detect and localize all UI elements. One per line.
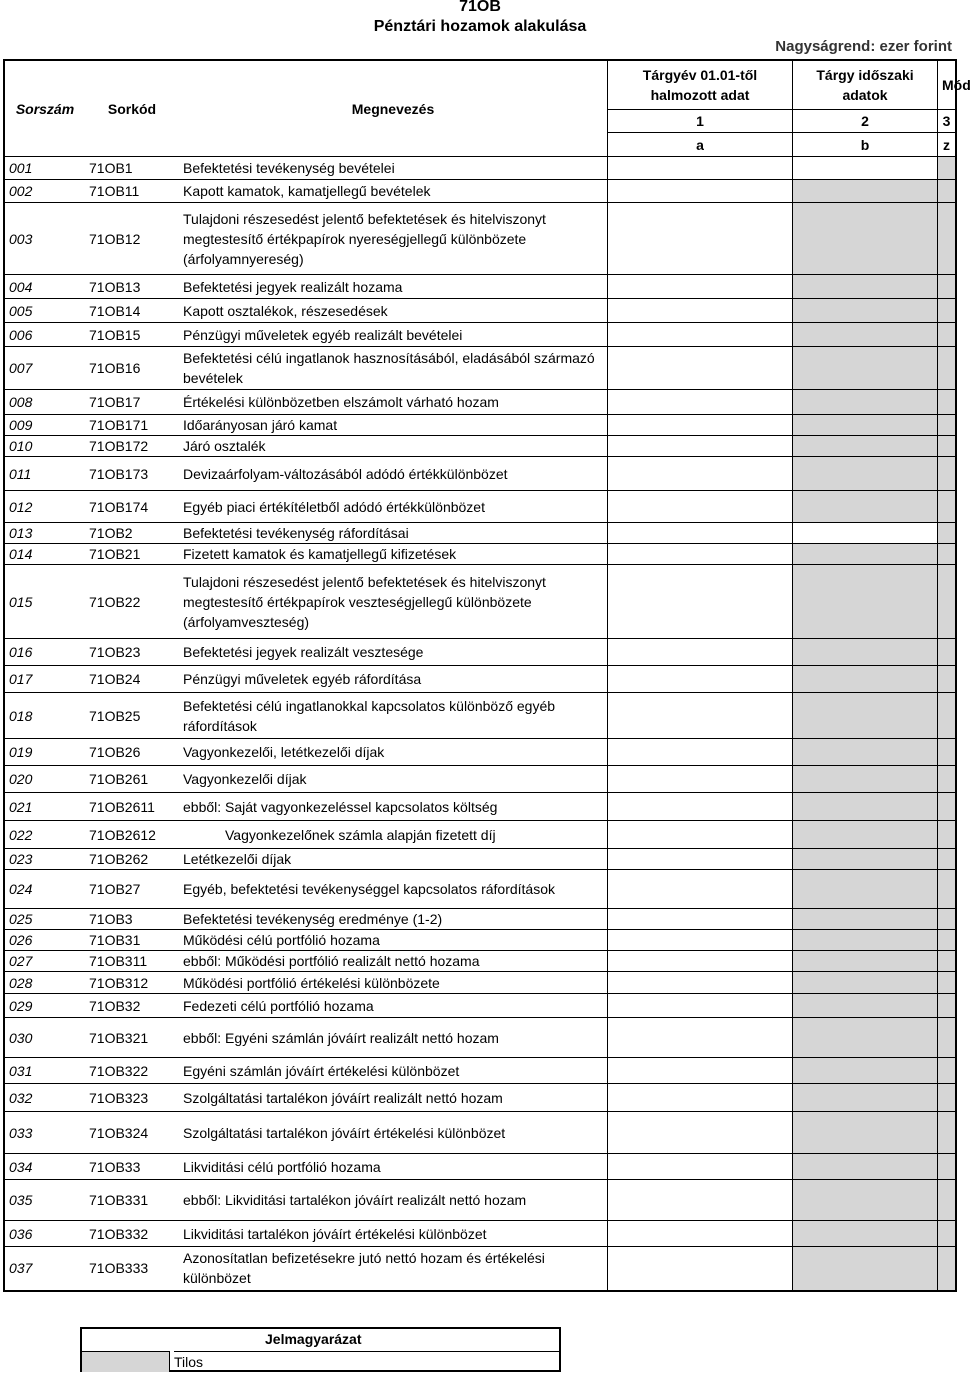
row-name: Befektetési tevékenység eredménye (1-2) (179, 909, 608, 930)
row-value-b[interactable] (793, 457, 938, 491)
row-sorszam: 018 (4, 693, 85, 739)
row-value-b[interactable] (793, 972, 938, 994)
row-value-b[interactable] (793, 1154, 938, 1180)
row-value-b[interactable] (793, 415, 938, 436)
row-sorszam: 017 (4, 666, 85, 693)
row-value-b[interactable] (793, 299, 938, 323)
row-value-z[interactable] (938, 666, 957, 693)
row-sorkod: 71OB2612 (85, 821, 179, 849)
row-value-a[interactable] (608, 739, 793, 766)
row-sorkod: 71OB172 (85, 436, 179, 457)
table-row (4, 793, 956, 821)
row-value-z[interactable] (938, 766, 957, 793)
data-table (3, 59, 971, 1292)
row-value-a[interactable] (608, 870, 793, 909)
row-sorkod: 71OB261 (85, 766, 179, 793)
row-value-b[interactable] (793, 849, 938, 870)
row-sorszam: 011 (4, 457, 85, 491)
row-value-b[interactable] (793, 909, 938, 930)
row-value-a[interactable] (608, 436, 793, 457)
col-number-a: 1 (608, 110, 793, 133)
row-value-a[interactable] (608, 766, 793, 793)
row-sorszam: 019 (4, 739, 85, 766)
row-value-z[interactable] (938, 1018, 957, 1058)
row-name: Kapott osztalékok, részesedések (179, 299, 608, 323)
row-value-b[interactable] (793, 323, 938, 347)
row-sorszam: 020 (4, 766, 85, 793)
row-value-z[interactable] (938, 994, 957, 1018)
row-sorkod: 71OB12 (85, 203, 179, 275)
row-name: Működési portfólió értékelési különbözete (179, 972, 608, 994)
table-row (4, 1058, 956, 1084)
row-value-a[interactable] (608, 1154, 793, 1180)
row-name: Szolgáltatási tartalékon jóváírt realizált nettó hozam (179, 1084, 608, 1112)
row-value-a[interactable] (608, 565, 793, 639)
table-row (4, 1180, 956, 1221)
row-sorszam: 015 (4, 565, 85, 639)
table-row (4, 1084, 956, 1112)
row-value-a[interactable] (608, 544, 793, 565)
table-row (4, 1221, 956, 1247)
row-value-z[interactable] (938, 523, 957, 544)
table-row (4, 323, 956, 347)
col-header-megnevezes: Megnevezés (179, 60, 608, 157)
row-sorkod: 71OB16 (85, 347, 179, 390)
row-sorszam: 032 (4, 1084, 85, 1112)
row-value-a[interactable] (608, 994, 793, 1018)
legend (80, 1327, 561, 1372)
table-row (4, 544, 956, 565)
row-value-z[interactable] (938, 323, 957, 347)
row-name: Egyéb, befektetési tevékenységgel kapcsolatos ráfordítások (179, 870, 608, 909)
table-row (4, 639, 956, 666)
col-header-a: Tárgyév 01.01-től halmozott adat (608, 60, 793, 110)
col-number-z: 3 (938, 110, 957, 133)
row-name: ebből: Likviditási tartalékon jóváírt realizált nettó hozam (179, 1180, 608, 1221)
table-row (4, 821, 956, 849)
row-value-a[interactable] (608, 666, 793, 693)
row-sorszam: 010 (4, 436, 85, 457)
row-value-a[interactable] (608, 180, 793, 203)
row-sorkod: 71OB324 (85, 1112, 179, 1154)
table-row (4, 275, 956, 299)
table-row (4, 951, 956, 972)
row-value-b[interactable] (793, 157, 938, 180)
row-sorszam: 026 (4, 930, 85, 951)
col-header-z: Mód (938, 60, 957, 110)
col-letter-b: b (793, 133, 938, 157)
row-sorkod: 71OB27 (85, 870, 179, 909)
row-value-a[interactable] (608, 491, 793, 523)
table-row (4, 436, 956, 457)
row-value-z[interactable] (938, 544, 957, 565)
row-value-b[interactable] (793, 436, 938, 457)
row-value-a[interactable] (608, 347, 793, 390)
table-row (4, 203, 956, 275)
row-value-a[interactable] (608, 693, 793, 739)
row-value-z[interactable] (938, 1247, 957, 1291)
row-value-b[interactable] (793, 639, 938, 666)
row-sorkod: 71OB1 (85, 157, 179, 180)
row-value-z[interactable] (938, 390, 957, 415)
row-value-b[interactable] (793, 951, 938, 972)
row-sorkod: 71OB31 (85, 930, 179, 951)
row-value-z[interactable] (938, 275, 957, 299)
row-value-z[interactable] (938, 1058, 957, 1084)
row-value-b[interactable] (793, 666, 938, 693)
row-sorszam: 001 (4, 157, 85, 180)
row-name: Befektetési célú ingatlanokkal kapcsolatos különböző egyéb ráfordítások (179, 693, 608, 739)
row-value-b[interactable] (793, 821, 938, 849)
table-row (4, 415, 956, 436)
row-value-z[interactable] (938, 1180, 957, 1221)
table-row (4, 1154, 956, 1180)
row-sorszam: 009 (4, 415, 85, 436)
row-name: Tulajdoni részesedést jelentő befektetések és hitelviszonyt megtestesítő értékpapírok nyereségjellegű különbözete (árfolyamnyereség) (179, 203, 608, 275)
row-sorkod: 71OB2611 (85, 793, 179, 821)
row-value-a[interactable] (608, 1180, 793, 1221)
row-value-z[interactable] (938, 693, 957, 739)
row-name: Értékelési különbözetben elszámolt várható hozam (179, 390, 608, 415)
row-value-z[interactable] (938, 739, 957, 766)
row-name: Letétkezelői díjak (179, 849, 608, 870)
row-value-a[interactable] (608, 203, 793, 275)
row-sorszam: 003 (4, 203, 85, 275)
row-value-a[interactable] (608, 1247, 793, 1291)
row-value-a[interactable] (608, 323, 793, 347)
unit-label: Nagyságrend: ezer forint (775, 38, 952, 55)
row-value-b[interactable] (793, 1247, 938, 1291)
row-sorszam: 004 (4, 275, 85, 299)
row-sorszam: 023 (4, 849, 85, 870)
row-value-a[interactable] (608, 1018, 793, 1058)
row-sorszam: 030 (4, 1018, 85, 1058)
row-value-z[interactable] (938, 436, 957, 457)
row-sorkod: 71OB13 (85, 275, 179, 299)
table-row (4, 1018, 956, 1058)
row-value-a[interactable] (608, 909, 793, 930)
row-value-b[interactable] (793, 275, 938, 299)
table-row (4, 157, 956, 180)
table-row (4, 766, 956, 793)
table-row (4, 994, 956, 1018)
row-value-z[interactable] (938, 1112, 957, 1154)
row-value-b[interactable] (793, 203, 938, 275)
row-value-z[interactable] (938, 157, 957, 180)
row-value-a[interactable] (608, 951, 793, 972)
col-letter-a: a (608, 133, 793, 157)
row-sorszam: 029 (4, 994, 85, 1018)
row-name: Pénzügyi műveletek egyéb realizált bevételei (179, 323, 608, 347)
row-sorkod: 71OB32 (85, 994, 179, 1018)
table-row (4, 565, 956, 639)
row-sorszam: 005 (4, 299, 85, 323)
row-value-a[interactable] (608, 1221, 793, 1247)
row-value-z[interactable] (938, 1084, 957, 1112)
row-sorszam: 002 (4, 180, 85, 203)
page-title: Pénztári hozamok alakulása (373, 18, 587, 35)
row-value-b[interactable] (793, 544, 938, 565)
row-value-z[interactable] (938, 415, 957, 436)
row-value-z[interactable] (938, 951, 957, 972)
row-value-b[interactable] (793, 1058, 938, 1084)
legend-gray-label: Tilos (174, 1351, 559, 1372)
row-sorszam: 036 (4, 1221, 85, 1247)
row-value-b[interactable] (793, 1112, 938, 1154)
row-value-b[interactable] (793, 180, 938, 203)
row-sorkod: 71OB3 (85, 909, 179, 930)
row-name: Fizetett kamatok és kamatjellegű kifizetések (179, 544, 608, 565)
row-sorszam: 013 (4, 523, 85, 544)
row-value-b[interactable] (793, 870, 938, 909)
row-value-b[interactable] (793, 565, 938, 639)
row-name: Befektetési jegyek realizált hozama (179, 275, 608, 299)
row-value-z[interactable] (938, 299, 957, 323)
row-sorszam: 014 (4, 544, 85, 565)
row-value-b[interactable] (793, 693, 938, 739)
row-name: Devizaárfolyam-változásából adódó értékkülönbözet (179, 457, 608, 491)
row-sorkod: 71OB323 (85, 1084, 179, 1112)
row-value-z[interactable] (938, 821, 957, 849)
row-sorkod: 71OB331 (85, 1180, 179, 1221)
table-row (4, 666, 956, 693)
row-value-z[interactable] (938, 930, 957, 951)
row-value-b[interactable] (793, 766, 938, 793)
row-name: Vagyonkezelői, letétkezelői díjak (179, 739, 608, 766)
table-body (4, 157, 956, 1291)
row-sorszam: 021 (4, 793, 85, 821)
row-value-a[interactable] (608, 390, 793, 415)
table-row (4, 849, 956, 870)
row-value-a[interactable] (608, 849, 793, 870)
row-value-b[interactable] (793, 930, 938, 951)
row-sorszam: 007 (4, 347, 85, 390)
row-sorkod: 71OB2 (85, 523, 179, 544)
row-sorszam: 037 (4, 1247, 85, 1291)
row-sorszam: 024 (4, 870, 85, 909)
row-value-z[interactable] (938, 565, 957, 639)
row-sorszam: 033 (4, 1112, 85, 1154)
row-sorszam: 035 (4, 1180, 85, 1221)
row-value-z[interactable] (938, 1154, 957, 1180)
form-code: 71OB (459, 0, 501, 15)
row-value-z[interactable] (938, 457, 957, 491)
table-row (4, 693, 956, 739)
row-value-b[interactable] (793, 739, 938, 766)
legend-title: Jelmagyarázat (265, 1331, 362, 1347)
table-row (4, 523, 956, 544)
row-sorkod: 71OB173 (85, 457, 179, 491)
row-value-a[interactable] (608, 1112, 793, 1154)
row-sorszam: 016 (4, 639, 85, 666)
row-value-b[interactable] (793, 347, 938, 390)
row-name: Likviditási tartalékon jóváírt értékelési különbözet (179, 1221, 608, 1247)
row-sorszam: 022 (4, 821, 85, 849)
table-row (4, 390, 956, 415)
row-value-a[interactable] (608, 1084, 793, 1112)
row-sorkod: 71OB25 (85, 693, 179, 739)
row-sorkod: 71OB322 (85, 1058, 179, 1084)
row-name: Fedezeti célú portfólió hozama (179, 994, 608, 1018)
table-row (4, 347, 956, 390)
row-value-a[interactable] (608, 275, 793, 299)
col-header-sorszam: Sorszám (4, 60, 85, 157)
row-sorszam: 031 (4, 1058, 85, 1084)
row-name: Egyéb piaci értékítéletből adódó értékkülönbözet (179, 491, 608, 523)
col-header-b: Tárgy időszaki adatok (793, 60, 938, 110)
row-name: Egyéni számlán jóváírt értékelési különbözet (179, 1058, 608, 1084)
table-row (4, 1247, 956, 1291)
row-sorkod: 71OB17 (85, 390, 179, 415)
table-row (4, 457, 956, 491)
row-name: ebből: Egyéni számlán jóváírt realizált nettó hozam (179, 1018, 608, 1058)
row-value-z[interactable] (938, 793, 957, 821)
row-sorkod: 71OB15 (85, 323, 179, 347)
table-row (4, 870, 956, 909)
row-name: Tulajdoni részesedést jelentő befektetések és hitelviszonyt megtestesítő értékpapírok veszteségjellegű különbözete (árfolyamveszteség) (179, 565, 608, 639)
row-value-b[interactable] (793, 1221, 938, 1247)
row-value-a[interactable] (608, 157, 793, 180)
row-sorszam: 034 (4, 1154, 85, 1180)
row-sorkod: 71OB11 (85, 180, 179, 203)
row-sorkod: 71OB21 (85, 544, 179, 565)
table-row (4, 930, 956, 951)
row-sorszam: 028 (4, 972, 85, 994)
row-value-a[interactable] (608, 523, 793, 544)
row-sorkod: 71OB174 (85, 491, 179, 523)
row-name: ebből: Saját vagyonkezeléssel kapcsolatos költség (179, 793, 608, 821)
row-value-a[interactable] (608, 639, 793, 666)
row-sorkod: 71OB24 (85, 666, 179, 693)
table-row (4, 909, 956, 930)
row-value-b[interactable] (793, 523, 938, 544)
row-name: ebből: Működési portfólió realizált nettó hozama (179, 951, 608, 972)
row-sorkod: 71OB333 (85, 1247, 179, 1291)
row-sorszam: 025 (4, 909, 85, 930)
row-sorkod: 71OB262 (85, 849, 179, 870)
row-value-b[interactable] (793, 1018, 938, 1058)
row-value-z[interactable] (938, 1221, 957, 1247)
row-name: Járó osztalék (179, 436, 608, 457)
row-value-z[interactable] (938, 180, 957, 203)
table-row (4, 299, 956, 323)
row-name: Időarányosan járó kamat (179, 415, 608, 436)
row-value-b[interactable] (793, 491, 938, 523)
table-row (4, 491, 956, 523)
row-name: Befektetési tevékenység ráfordításai (179, 523, 608, 544)
row-sorszam: 027 (4, 951, 85, 972)
row-sorkod: 71OB26 (85, 739, 179, 766)
row-name: Befektetési jegyek realizált vesztesége (179, 639, 608, 666)
row-name: Vagyonkezelői díjak (179, 766, 608, 793)
row-sorszam: 008 (4, 390, 85, 415)
row-value-b[interactable] (793, 1180, 938, 1221)
legend-gray-swatch (82, 1351, 170, 1372)
row-name: Azonosítatlan befizetésekre jutó nettó hozam és értékelési különbözet (179, 1247, 608, 1291)
row-sorkod: 71OB22 (85, 565, 179, 639)
row-sorkod: 71OB311 (85, 951, 179, 972)
row-name: Befektetési tevékenység bevételei (179, 157, 608, 180)
table-row (4, 180, 956, 203)
row-value-z[interactable] (938, 909, 957, 930)
table-row (4, 739, 956, 766)
row-name: Befektetési célú ingatlanok hasznosításából, eladásából származó bevételek (179, 347, 608, 390)
row-value-a[interactable] (608, 457, 793, 491)
table-row (4, 972, 956, 994)
row-value-a[interactable] (608, 1058, 793, 1084)
table-row (4, 1112, 956, 1154)
row-sorszam: 006 (4, 323, 85, 347)
row-value-a[interactable] (608, 930, 793, 951)
row-value-z[interactable] (938, 870, 957, 909)
row-value-a[interactable] (608, 299, 793, 323)
row-value-z[interactable] (938, 203, 957, 275)
row-sorkod: 71OB321 (85, 1018, 179, 1058)
row-value-b[interactable] (793, 1084, 938, 1112)
row-value-z[interactable] (938, 347, 957, 390)
row-sorkod: 71OB14 (85, 299, 179, 323)
row-sorszam: 012 (4, 491, 85, 523)
row-value-z[interactable] (938, 639, 957, 666)
row-value-a[interactable] (608, 972, 793, 994)
row-value-b[interactable] (793, 390, 938, 415)
row-sorkod: 71OB33 (85, 1154, 179, 1180)
row-sorkod: 71OB312 (85, 972, 179, 994)
col-letter-z: z (938, 133, 957, 157)
row-value-b[interactable] (793, 994, 938, 1018)
row-sorkod: 71OB171 (85, 415, 179, 436)
row-value-a[interactable] (608, 415, 793, 436)
row-value-z[interactable] (938, 972, 957, 994)
col-header-sorkod: Sorkód (85, 60, 179, 157)
row-name: Vagyonkezelőnek számla alapján fizetett díj (179, 821, 608, 849)
row-name: Kapott kamatok, kamatjellegű bevételek (179, 180, 608, 203)
row-value-z[interactable] (938, 491, 957, 523)
row-sorkod: 71OB23 (85, 639, 179, 666)
row-name: Működési célú portfólió hozama (179, 930, 608, 951)
col-number-b: 2 (793, 110, 938, 133)
row-sorkod: 71OB332 (85, 1221, 179, 1247)
row-name: Pénzügyi műveletek egyéb ráfordítása (179, 666, 608, 693)
row-name: Szolgáltatási tartalékon jóváírt értékelési különbözet (179, 1112, 608, 1154)
row-value-b[interactable] (793, 793, 938, 821)
row-value-a[interactable] (608, 793, 793, 821)
row-value-z[interactable] (938, 849, 957, 870)
row-value-a[interactable] (608, 821, 793, 849)
row-name: Likviditási célú portfólió hozama (179, 1154, 608, 1180)
